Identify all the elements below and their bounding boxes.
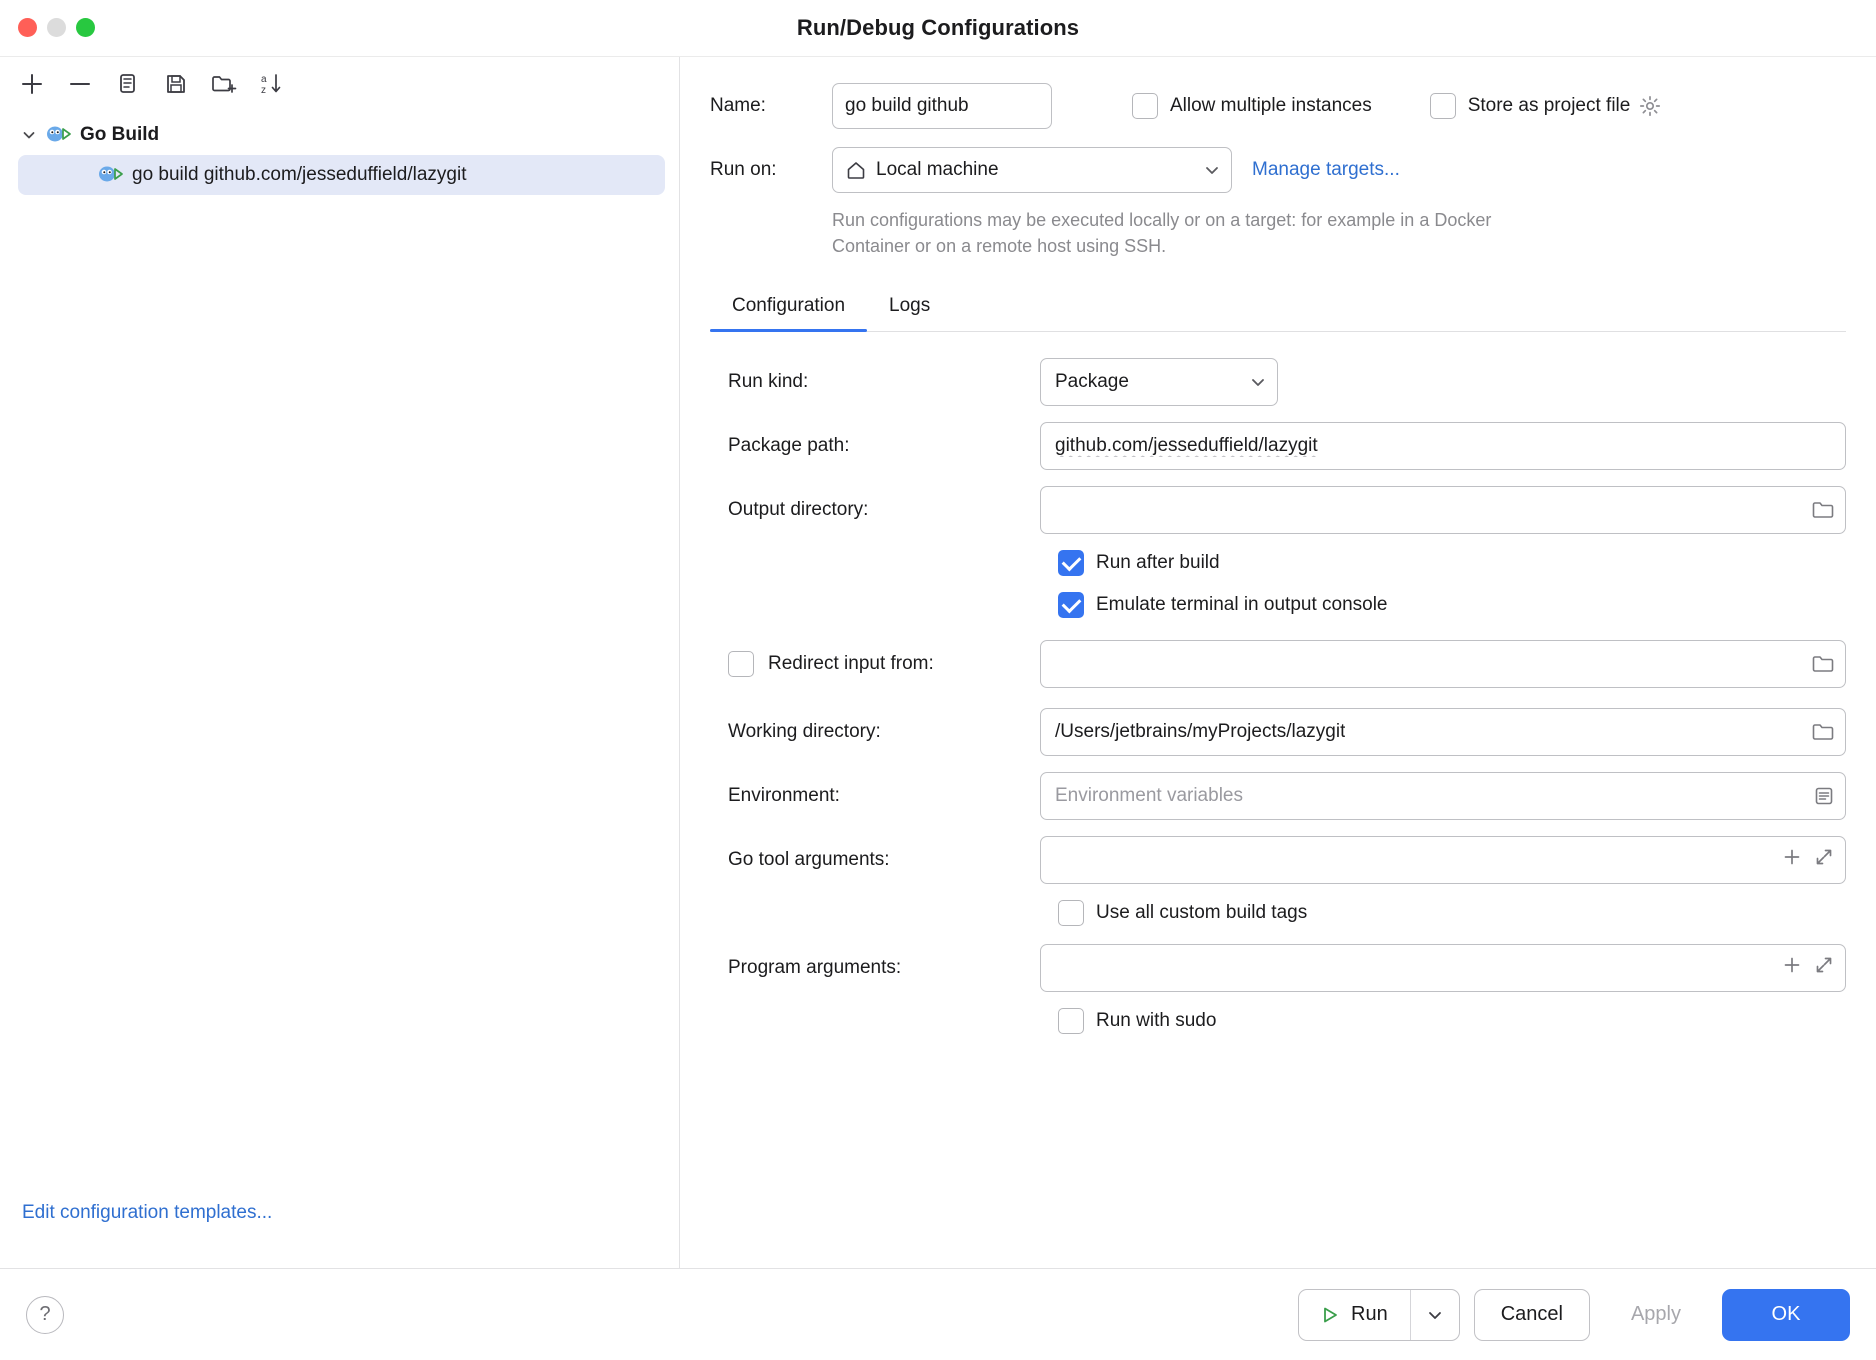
checkbox-box[interactable]: [1132, 93, 1158, 119]
remove-configuration-button[interactable]: [60, 65, 100, 103]
sort-alpha-icon[interactable]: [252, 65, 292, 103]
environment-label: Environment:: [728, 785, 840, 807]
output-directory-row: [710, 486, 1846, 534]
close-window-button[interactable]: [18, 18, 37, 37]
tree-item-go-build-lazygit[interactable]: [18, 155, 665, 195]
environment-input[interactable]: [1040, 772, 1846, 820]
home-icon: [845, 159, 867, 181]
package-path-label: Package path:: [728, 435, 850, 457]
checkbox-box[interactable]: [1058, 550, 1084, 576]
redirect-input-checkbox[interactable]: [710, 651, 1040, 677]
run-on-hint: Run configurations may be executed locally or on a target: for example in a Docker Container or on a remote host using SSH.: [832, 210, 1492, 257]
run-button-main[interactable]: [1299, 1290, 1410, 1340]
edit-environment-variables-icon[interactable]: [1813, 785, 1835, 807]
dialog-body: [0, 56, 1876, 1268]
run-after-build-label: Run after build: [1096, 552, 1220, 574]
go-tool-arguments-row: [710, 836, 1846, 884]
insert-macro-icon[interactable]: [1781, 846, 1803, 874]
tab-configuration[interactable]: Configuration: [710, 285, 867, 331]
emulate-terminal-label: Emulate terminal in output console: [1096, 594, 1388, 616]
tree-group-label: Go Build: [80, 124, 160, 145]
run-after-build-checkbox[interactable]: [710, 550, 1846, 576]
ok-button[interactable]: OK: [1722, 1289, 1850, 1341]
browse-folder-icon[interactable]: [1811, 653, 1835, 675]
use-all-custom-build-tags-label: Use all custom build tags: [1096, 902, 1308, 924]
checkbox-box[interactable]: [728, 651, 754, 677]
window-controls: [18, 18, 95, 37]
redirect-input-label: Redirect input from:: [768, 653, 934, 675]
save-configuration-button[interactable]: [156, 65, 196, 103]
expand-editor-icon[interactable]: [1813, 954, 1835, 982]
run-on-select[interactable]: [832, 147, 1232, 193]
gear-icon[interactable]: [1638, 94, 1662, 118]
top-form: [680, 57, 1876, 259]
redirect-input-field[interactable]: [1040, 640, 1846, 688]
go-tool-arguments-label: Go tool arguments:: [728, 849, 890, 871]
configurations-panel: [0, 57, 680, 1268]
chevron-down-icon[interactable]: [1203, 161, 1221, 179]
configuration-tab-content: [680, 332, 1876, 1268]
tab-logs[interactable]: Logs: [889, 295, 931, 317]
output-directory-label: Output directory:: [728, 499, 869, 521]
configurations-toolbar: [0, 57, 679, 111]
browse-folder-icon[interactable]: [1811, 721, 1835, 743]
help-button[interactable]: ?: [26, 1296, 64, 1334]
edit-configuration-templates-link[interactable]: Edit configuration templates...: [22, 1202, 273, 1223]
program-arguments-input[interactable]: [1040, 944, 1846, 992]
add-configuration-button[interactable]: [12, 65, 52, 103]
chevron-down-icon[interactable]: [1249, 373, 1267, 391]
run-kind-row: [710, 358, 1846, 406]
run-button-label: Run: [1351, 1303, 1388, 1325]
emulate-terminal-checkbox[interactable]: [710, 592, 1846, 618]
store-as-project-file-checkbox[interactable]: [1430, 93, 1663, 119]
allow-multiple-instances-checkbox[interactable]: [1132, 93, 1372, 119]
store-as-project-file-label: Store as project file: [1467, 95, 1631, 116]
svg-text:z: z: [261, 85, 266, 96]
expand-editor-icon[interactable]: [1813, 846, 1835, 874]
name-input[interactable]: [832, 83, 1052, 129]
run-with-sudo-checkbox[interactable]: [710, 1008, 1846, 1034]
working-directory-label: Working directory:: [728, 721, 881, 743]
working-directory-value: /Users/jetbrains/myProjects/lazygit: [1055, 721, 1346, 743]
apply-button[interactable]: Apply: [1604, 1289, 1708, 1341]
run-with-sudo-label: Run with sudo: [1096, 1010, 1217, 1032]
run-on-label: Run on:: [710, 159, 777, 180]
play-icon: [1319, 1304, 1341, 1326]
checkbox-box[interactable]: [1058, 1008, 1084, 1034]
tree-item-label: go build github.com/jesseduffield/lazygit: [132, 164, 467, 185]
browse-folder-icon[interactable]: [1811, 499, 1835, 521]
redirect-input-row: [710, 640, 1846, 688]
copy-configuration-button[interactable]: [108, 65, 148, 103]
checkbox-box[interactable]: [1058, 900, 1084, 926]
page-title: Run/Debug Configurations: [796, 15, 1080, 40]
output-directory-input[interactable]: [1040, 486, 1846, 534]
chevron-down-icon[interactable]: [18, 124, 40, 146]
allow-multiple-instances-label: Allow multiple instances: [1170, 95, 1372, 116]
dialog-footer: [0, 1268, 1876, 1360]
new-folder-icon[interactable]: [204, 65, 244, 103]
run-kind-label: Run kind:: [728, 371, 809, 393]
manage-targets-link[interactable]: Manage targets...: [1252, 159, 1400, 180]
svg-text:a: a: [261, 74, 267, 85]
minimize-window-button[interactable]: [47, 18, 66, 37]
use-all-custom-build-tags-checkbox[interactable]: [710, 900, 1846, 926]
environment-row: [710, 772, 1846, 820]
editor-tabs: [710, 285, 1846, 332]
checkbox-box[interactable]: [1058, 592, 1084, 618]
run-on-value: Local machine: [876, 159, 999, 180]
go-build-icon: [98, 164, 124, 186]
configuration-editor-panel: [680, 57, 1876, 1268]
run-button[interactable]: [1298, 1289, 1460, 1341]
package-path-row: [710, 422, 1846, 470]
configurations-tree: [0, 111, 679, 1268]
package-path-input[interactable]: [1040, 422, 1846, 470]
tree-group-go-build[interactable]: [0, 115, 679, 155]
name-label: Name:: [710, 95, 766, 116]
maximize-window-button[interactable]: [76, 18, 95, 37]
checkbox-box[interactable]: [1430, 93, 1456, 119]
run-kind-value: Package: [1055, 371, 1129, 393]
go-build-icon: [46, 124, 72, 146]
working-directory-row: [710, 708, 1846, 756]
program-arguments-row: [710, 944, 1846, 992]
insert-macro-icon[interactable]: [1781, 954, 1803, 982]
package-path-value: github.com/jesseduffield/lazygit: [1055, 435, 1318, 457]
run-kind-select[interactable]: [1040, 358, 1278, 406]
name-row: [710, 83, 1846, 129]
run-dropdown-chevron-icon[interactable]: [1411, 1290, 1459, 1340]
title-bar: [0, 0, 1876, 56]
working-directory-input[interactable]: [1040, 708, 1846, 756]
run-on-row: [710, 147, 1846, 193]
cancel-button[interactable]: Cancel: [1474, 1289, 1590, 1341]
program-arguments-label: Program arguments:: [728, 957, 902, 979]
environment-placeholder: Environment variables: [1055, 785, 1243, 807]
go-tool-arguments-input[interactable]: [1040, 836, 1846, 884]
